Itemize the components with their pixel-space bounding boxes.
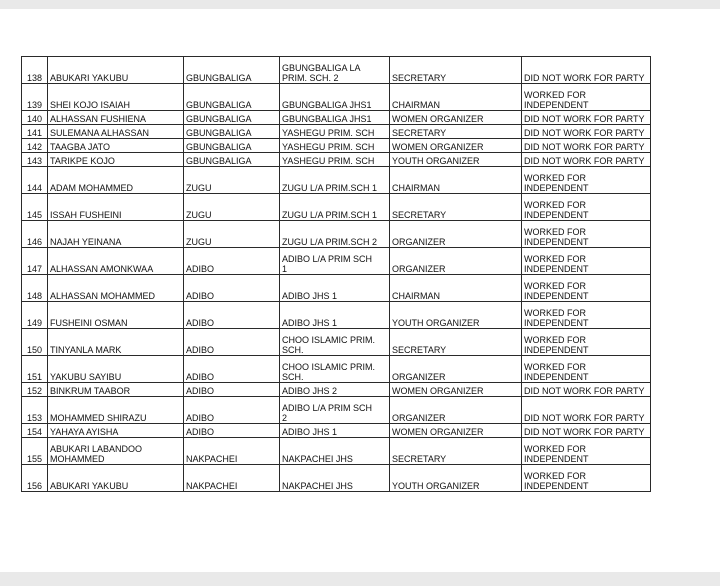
station-text: YASHEGU PRIM. SCH [282,142,375,152]
remark-text: WORKED FOR [524,173,586,183]
position-cell: SECRETARY [390,438,522,465]
row-number-cell: 143 [22,153,48,167]
station-text: ZUGU L/A PRIM.SCH 2 [282,237,378,247]
community-cell: ADIBO [184,248,280,275]
remark-cell [522,167,651,194]
remark-text: DID NOT WORK FOR PARTY [524,427,645,437]
name-text: BINKRUM TAABOR [50,386,131,396]
name-cell [48,125,184,139]
remark-text: INDEPENDENT [524,345,589,355]
remark-text: WORKED FOR [524,335,586,345]
row-number-cell: 155 [22,438,48,465]
community-cell: ADIBO [184,275,280,302]
name-text: YAHAYA AYISHA [50,427,119,437]
remark-cell [522,302,651,329]
community-cell: ZUGU [184,194,280,221]
polling-station-cell [280,221,390,248]
name-text: NAJAH YEINANA [50,237,122,247]
station-text: GBUNGBALIGA JHS1 [282,114,372,124]
position-cell: CHAIRMAN [390,167,522,194]
name-text: YAKUBU SAYIBU [50,372,122,382]
row-number-cell: 151 [22,356,48,383]
position-cell: CHAIRMAN [390,84,522,111]
station-text: ADIBO JHS 1 [282,291,338,301]
name-cell [48,356,184,383]
remark-text: INDEPENDENT [524,210,589,220]
table-row [22,111,651,125]
station-text: NAKPACHEI JHS [282,481,353,491]
remark-text: INDEPENDENT [524,291,589,301]
table-row [22,329,651,356]
name-text: TINYANLA MARK [50,345,122,355]
table-row [22,438,651,465]
remark-text: WORKED FOR [524,444,586,454]
table-row [22,397,651,424]
community-cell: ZUGU [184,221,280,248]
community-cell: ADIBO [184,397,280,424]
remark-text: INDEPENDENT [524,264,589,274]
remark-cell [522,397,651,424]
position-cell: WOMEN ORGANIZER [390,139,522,153]
row-number-cell: 147 [22,248,48,275]
remark-text: WORKED FOR [524,90,586,100]
name-cell [48,84,184,111]
row-number-cell: 153 [22,397,48,424]
remark-cell [522,111,651,125]
station-text: GBUNGBALIGA LA [282,63,361,73]
position-cell: ORGANIZER [390,248,522,275]
remark-cell [522,383,651,397]
table-row [22,221,651,248]
polling-station-cell [280,465,390,492]
polling-station-cell [280,57,390,84]
document-page [0,9,720,572]
station-text: ADIBO JHS 1 [282,427,338,437]
remark-text: WORKED FOR [524,200,586,210]
community-cell: NAKPACHEI [184,438,280,465]
community-cell: GBUNGBALIGA [184,84,280,111]
name-cell [48,248,184,275]
table-row [22,424,651,438]
polling-station-cell [280,111,390,125]
remark-text: WORKED FOR [524,471,586,481]
table-row [22,125,651,139]
row-number-cell: 146 [22,221,48,248]
remark-cell [522,465,651,492]
name-text: ABUKARI LABANDOO [50,444,143,454]
station-text: CHOO ISLAMIC PRIM. [282,335,376,345]
name-cell [48,465,184,492]
position-cell: SECRETARY [390,57,522,84]
name-cell [48,111,184,125]
name-cell [48,424,184,438]
name-text: SULEMANA ALHASSAN [50,128,150,138]
name-cell [48,57,184,84]
remark-cell [522,329,651,356]
polling-station-cell [280,383,390,397]
row-number-cell: 150 [22,329,48,356]
remark-cell [522,221,651,248]
remark-text: INDEPENDENT [524,454,589,464]
remark-text: WORKED FOR [524,227,586,237]
station-text: 2 [282,413,288,423]
community-cell: GBUNGBALIGA [184,111,280,125]
community-cell: GBUNGBALIGA [184,153,280,167]
remark-text: WORKED FOR [524,362,586,372]
remark-text: WORKED FOR [524,281,586,291]
name-text: TARIKPE KOJO [50,156,115,166]
name-cell [48,329,184,356]
station-text: CHOO ISLAMIC PRIM. [282,362,376,372]
remark-text: INDEPENDENT [524,318,589,328]
station-text: ADIBO L/A PRIM SCH [282,254,373,264]
row-number-cell: 156 [22,465,48,492]
community-cell: ADIBO [184,356,280,383]
name-text: ABUKARI YAKUBU [50,73,129,83]
polling-station-cell [280,84,390,111]
table-row [22,275,651,302]
remark-text: INDEPENDENT [524,183,589,193]
name-cell [48,302,184,329]
name-cell [48,438,184,465]
table-row [22,194,651,221]
position-cell: YOUTH ORGANIZER [390,302,522,329]
row-number-cell: 148 [22,275,48,302]
row-number-cell: 139 [22,84,48,111]
polling-station-cell [280,438,390,465]
remark-cell [522,57,651,84]
table-row [22,248,651,275]
name-cell [48,221,184,248]
row-number-cell: 152 [22,383,48,397]
station-text: ZUGU L/A PRIM.SCH 1 [282,183,378,193]
table-row [22,153,651,167]
name-cell [48,397,184,424]
name-text: ALHASSAN MOHAMMED [50,291,156,301]
remark-text: DID NOT WORK FOR PARTY [524,156,645,166]
name-cell [48,194,184,221]
row-number-cell: 149 [22,302,48,329]
polling-station-cell [280,275,390,302]
polling-station-cell [280,194,390,221]
name-text: ABUKARI YAKUBU [50,481,129,491]
polling-station-cell [280,167,390,194]
position-cell: SECRETARY [390,329,522,356]
remark-text: INDEPENDENT [524,237,589,247]
remark-text: DID NOT WORK FOR PARTY [524,386,645,396]
remark-text: INDEPENDENT [524,481,589,491]
community-cell: GBUNGBALIGA [184,125,280,139]
station-text: ADIBO JHS 1 [282,318,338,328]
remark-cell [522,356,651,383]
remark-cell [522,125,651,139]
polling-station-cell [280,356,390,383]
name-cell [48,153,184,167]
officers-table [21,56,651,492]
remark-cell [522,438,651,465]
station-text: YASHEGU PRIM. SCH [282,156,375,166]
station-text: ADIBO JHS 2 [282,386,338,396]
station-text: ADIBO L/A PRIM SCH [282,403,373,413]
position-cell: ORGANIZER [390,397,522,424]
name-text: FUSHEINI OSMAN [50,318,128,328]
position-cell: YOUTH ORGANIZER [390,465,522,492]
name-text: MOHAMMED [50,454,105,464]
table-row [22,84,651,111]
polling-station-cell [280,397,390,424]
name-cell [48,383,184,397]
remark-text: DID NOT WORK FOR PARTY [524,114,645,124]
name-text: ALHASSAN AMONKWAA [50,264,154,274]
remark-text: DID NOT WORK FOR PARTY [524,413,645,423]
polling-station-cell [280,139,390,153]
position-cell: YOUTH ORGANIZER [390,153,522,167]
position-cell: WOMEN ORGANIZER [390,111,522,125]
community-cell: GBUNGBALIGA [184,139,280,153]
name-cell [48,275,184,302]
table-row [22,383,651,397]
remark-text: DID NOT WORK FOR PARTY [524,142,645,152]
row-number-cell: 140 [22,111,48,125]
remark-cell [522,153,651,167]
row-number-cell: 154 [22,424,48,438]
table-row [22,465,651,492]
station-text: PRIM. SCH. 2 [282,73,339,83]
station-text: NAKPACHEI JHS [282,454,353,464]
community-cell: GBUNGBALIGA [184,57,280,84]
row-number-cell: 142 [22,139,48,153]
row-number-cell: 145 [22,194,48,221]
community-cell: ZUGU [184,167,280,194]
position-cell: WOMEN ORGANIZER [390,383,522,397]
polling-station-cell [280,302,390,329]
remark-text: WORKED FOR [524,254,586,264]
polling-station-cell [280,153,390,167]
remark-cell [522,84,651,111]
community-cell: NAKPACHEI [184,465,280,492]
row-number-cell: 141 [22,125,48,139]
position-cell: WOMEN ORGANIZER [390,424,522,438]
name-cell [48,139,184,153]
remark-cell [522,139,651,153]
station-text: SCH. [282,372,304,382]
position-cell: ORGANIZER [390,221,522,248]
community-cell: ADIBO [184,383,280,397]
table-row [22,139,651,153]
remark-text: DID NOT WORK FOR PARTY [524,73,645,83]
polling-station-cell [280,424,390,438]
row-number-cell: 144 [22,167,48,194]
name-cell [48,167,184,194]
remark-cell [522,424,651,438]
remark-cell [522,275,651,302]
station-text: GBUNGBALIGA JHS1 [282,100,372,110]
polling-station-cell [280,329,390,356]
name-text: ISSAH FUSHEINI [50,210,122,220]
station-text: YASHEGU PRIM. SCH [282,128,375,138]
row-number-cell: 138 [22,57,48,84]
table-row [22,356,651,383]
remark-text: WORKED FOR [524,308,586,318]
position-cell: ORGANIZER [390,356,522,383]
station-text: ZUGU L/A PRIM.SCH 1 [282,210,378,220]
name-text: SHEI KOJO ISAIAH [50,100,131,110]
remark-text: INDEPENDENT [524,100,589,110]
remark-cell [522,194,651,221]
remark-cell [522,248,651,275]
position-cell: CHAIRMAN [390,275,522,302]
officers-table-body [22,57,651,492]
name-text: TAAGBA JATO [50,142,111,152]
name-text: MOHAMMED SHIRAZU [50,413,147,423]
polling-station-cell [280,248,390,275]
position-cell: SECRETARY [390,194,522,221]
table-row [22,167,651,194]
station-text: 1 [282,264,288,274]
polling-station-cell [280,125,390,139]
remark-text: INDEPENDENT [524,372,589,382]
station-text: SCH. [282,345,304,355]
community-cell: ADIBO [184,424,280,438]
position-cell: SECRETARY [390,125,522,139]
name-text: ADAM MOHAMMED [50,183,133,193]
remark-text: DID NOT WORK FOR PARTY [524,128,645,138]
name-text: ALHASSAN FUSHIENA [50,114,147,124]
community-cell: ADIBO [184,329,280,356]
community-cell: ADIBO [184,302,280,329]
table-row [22,57,651,84]
table-row [22,302,651,329]
